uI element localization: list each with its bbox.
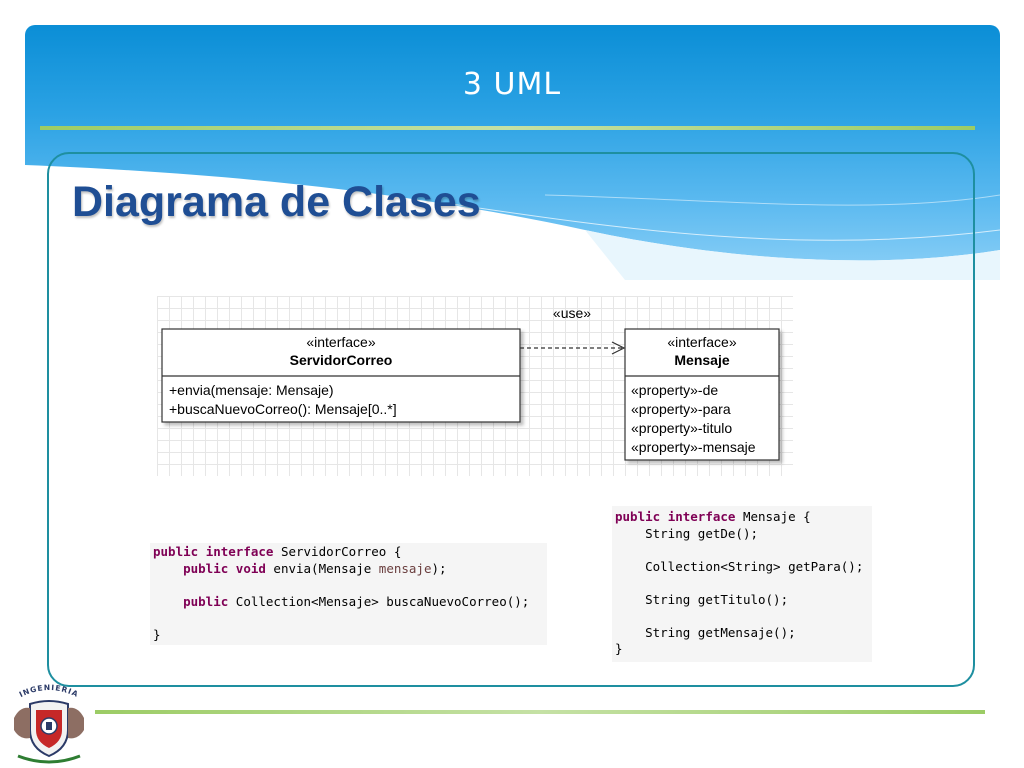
- mensaje-attribute: «property»-titulo: [631, 420, 733, 436]
- code-line: [615, 575, 869, 592]
- code-line: public Collection<Mensaje> buscaNuevoCorreo();: [183, 593, 530, 609]
- mensaje-attribute: «property»-de: [631, 382, 719, 398]
- code-line: [615, 542, 869, 559]
- code-servidorcorreo: [150, 543, 547, 645]
- class-servidorcorreo: [162, 329, 520, 422]
- code-line: public void envia(Mensaje mensaje);: [183, 560, 447, 576]
- mensaje-attribute: «property»-para: [631, 401, 731, 417]
- code-mensaje: [612, 506, 872, 662]
- code-line: String getDe();: [645, 525, 758, 541]
- mensaje-stereotype: «interface»: [667, 334, 737, 350]
- code-line: [615, 608, 869, 625]
- header-title: 3 UML: [462, 67, 562, 102]
- code-line: Collection<String> getPara();: [645, 558, 864, 574]
- header-divider: [40, 126, 975, 130]
- code-line: public interface Mensaje {: [615, 509, 811, 524]
- code-line: }: [153, 626, 161, 642]
- mensaje-class-name: Mensaje: [674, 352, 730, 368]
- class-mensaje: [625, 329, 779, 460]
- code-line: [153, 610, 544, 627]
- code-line: [153, 577, 544, 594]
- use-dependency-arrow: [520, 305, 624, 354]
- slide-title: Diagrama de Clases: [72, 178, 481, 226]
- mensaje-attribute: «property»-mensaje: [631, 439, 756, 455]
- use-label: «use»: [552, 305, 592, 321]
- code-line: String getMensaje();: [645, 624, 796, 640]
- code-line: public interface ServidorCorreo {: [153, 544, 402, 559]
- servidor-stereotype: «interface»: [306, 334, 376, 350]
- servidor-class-name: ServidorCorreo: [289, 352, 393, 368]
- servidor-operation: +envia(mensaje: Mensaje): [169, 382, 334, 398]
- ingenieria-logo: [8, 678, 90, 764]
- footer-divider: [95, 710, 985, 714]
- code-line: }: [615, 641, 623, 656]
- servidor-operation: +buscaNuevoCorreo(): Mensaje[0..*]: [169, 401, 397, 417]
- svg-text:INGENIERIA: INGENIERIA: [17, 682, 81, 700]
- uml-class-diagram: [157, 296, 793, 476]
- code-line: String getTitulo();: [645, 591, 789, 607]
